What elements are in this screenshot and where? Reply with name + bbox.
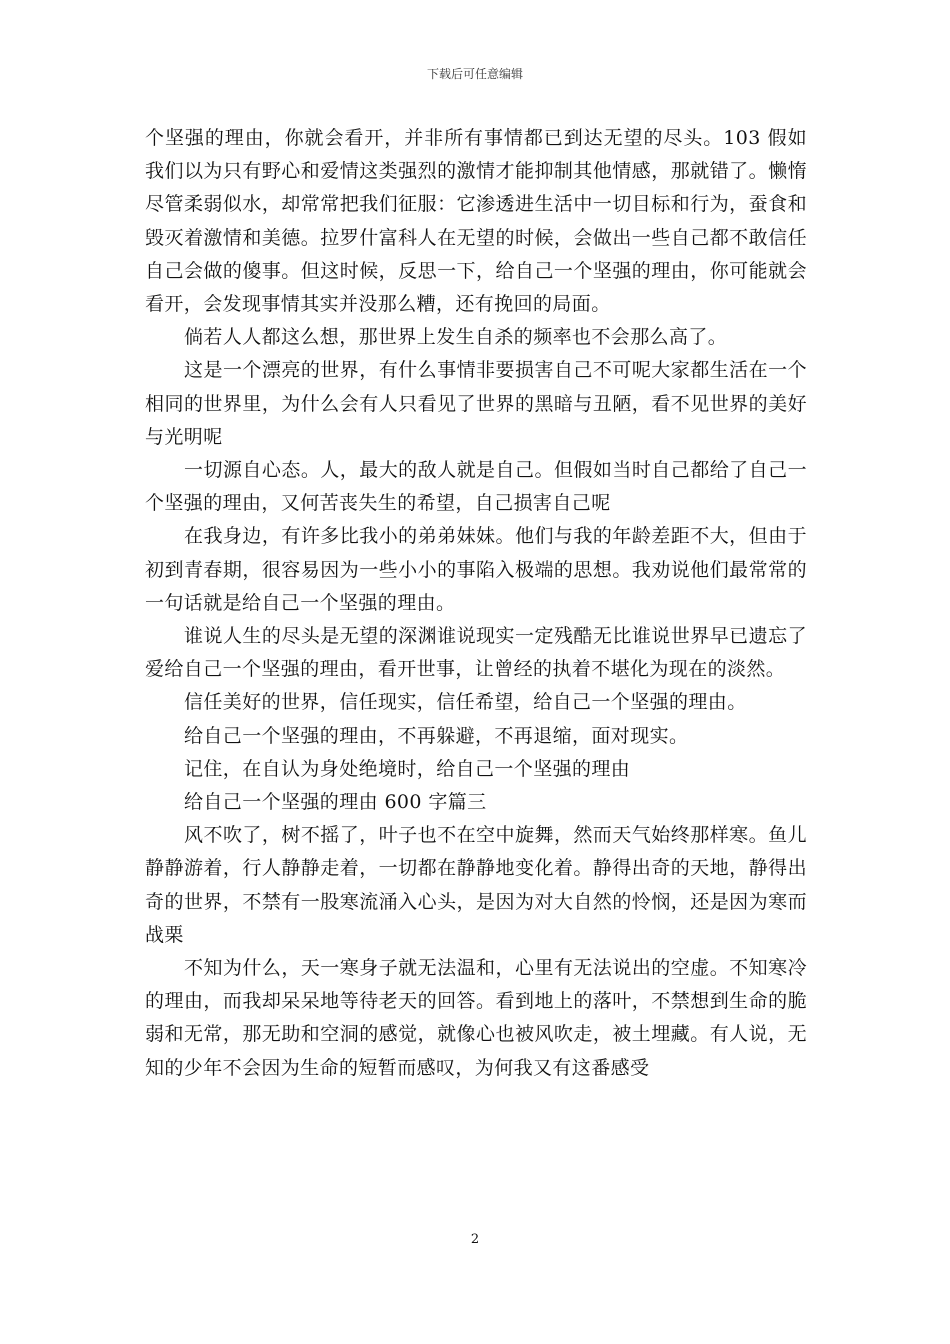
paragraph: 这是一个漂亮的世界，有什么事情非要损害自己不可呢大家都生活在一个相同的世界里，为什么会有人只看见了世界的黑暗与丑陋，看不见世界的美好与光明呢 (145, 359, 807, 448)
paragraph: 记住，在自认为身处绝境时，给自己一个坚强的理由 (184, 757, 631, 780)
paragraph: 在我身边，有许多比我小的弟弟妹妹。他们与我的年龄差距不大，但由于初到青春期，很容易因为一些小小的事陷入极端的思想。我劝说他们最常常的一句话就是给自己一个坚强的理由。 (145, 525, 807, 614)
paragraph: 给自己一个坚强的理由，不再躲避，不再退缩，面对现实。 (184, 724, 689, 747)
paragraph: 不知为什么，天一寒身子就无法温和，心里有无法说出的空虚。不知寒冷的理由，而我却呆呆地等待老天的回答。看到地上的落叶，不禁想到生命的脆弱和无常，那无助和空洞的感觉，就像心也被风吹走，被土埋藏。有人说，无知的少年不会因为生命的短暂而感叹，为何我又有这番感受 (145, 957, 807, 1079)
paragraph: 谁说人生的尽头是无望的深渊谁说现实一定残酷无比谁说世界早已遗忘了爱给自己一个坚强的理由，看开世事，让曾经的执着不堪化为现在的淡然。 (145, 625, 807, 681)
paragraph: 信任美好的世界，信任现实，信任希望，给自己一个坚强的理由。 (184, 691, 747, 714)
paragraph: 倘若人人都这么想，那世界上发生自杀的频率也不会那么高了。 (184, 326, 728, 349)
document-body (145, 122, 807, 1085)
paragraph: 个坚强的理由，你就会看开，并非所有事情都已到达无望的尽头。103 假如我们以为只有野心和爱情这类强烈的激情才能抑制其他情感，那就错了。懒惰尽管柔弱似水，却常常把我们征服：它渗透进生活中一切目标和行为，蚕食和毁灭着激情和美德。拉罗什富科人在无望的时候，会做出一些自己都不敢信任自己会做的傻事。但这时候，反思一下，给自己一个坚强的理由，你可能就会看开，会发现事情其实并没那么糟，还有挽回的局面。 (145, 127, 807, 316)
paragraph: 风不吹了，树不摇了，叶子也不在空中旋舞，然而天气始终那样寒。鱼儿静静游着，行人静静走着，一切都在静静地变化着。静得出奇的天地，静得出奇的世界，不禁有一股寒流涌入心头，是因为对大自然的怜悯，还是因为寒而战栗 (145, 824, 807, 946)
page-header: 下载后可任意编辑 (426, 67, 523, 81)
paragraph: 一切源自心态。人，最大的敌人就是自己。但假如当时自己都给了自己一个坚强的理由，又何苦丧失生的希望，自己损害自己呢 (145, 459, 807, 515)
page-number: 2 (470, 1232, 480, 1247)
section-heading: 给自己一个坚强的理由 600 字篇三 (184, 791, 487, 814)
